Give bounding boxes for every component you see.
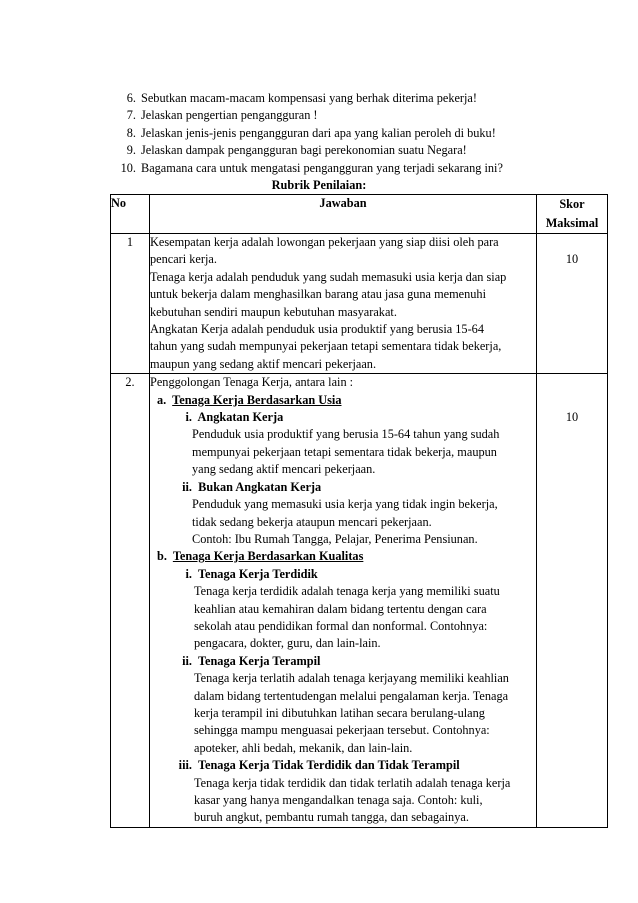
answer-cell [150, 374, 537, 828]
question-list [110, 90, 590, 177]
question-number: 9. [126, 143, 136, 158]
question-item [110, 160, 590, 177]
subsection-heading [150, 653, 536, 670]
subsection-title: Bukan Angkatan Kerja [198, 479, 322, 494]
section-marker: a. [157, 392, 167, 407]
answer-line: pengacara, dokter, guru, dan lain-lain. [194, 636, 381, 651]
question-item [110, 142, 590, 159]
subsection-marker: i. [185, 566, 192, 581]
answer-line: Penduduk usia produktif yang berusia 15-64 tahun yang sudah [192, 427, 500, 442]
subsection-marker: i. [185, 410, 192, 425]
subsection-heading [150, 757, 536, 774]
answer-line: kasar yang hanya mengandalkan tenaga saja. Contoh: kuli, [194, 793, 483, 807]
question-text: Jelaskan pengertian pengangguran ! [141, 108, 318, 123]
score-value: 10 [565, 252, 579, 266]
row-number: 1 [111, 234, 150, 374]
question-text: Jelaskan dampak pengangguran bagi perekonomian suatu Negara! [141, 143, 467, 158]
rubric-table [110, 194, 608, 828]
answer-line: Contoh: Ibu Rumah Tangga, Pelajar, Penerima Pensiunan. [192, 531, 478, 546]
table-row [111, 374, 608, 828]
section-title: Tenaga Kerja Berdasarkan Kualitas [172, 549, 364, 564]
header-skor-line2: Maksimal [545, 216, 599, 230]
subsection-title: Tenaga Kerja Tidak Terdidik dan Tidak Terampil [197, 758, 460, 773]
answer-line: buruh angkut, pembantu rumah tangga, dan sebagainya. [194, 810, 469, 825]
table-header-row [111, 195, 608, 234]
table-row [111, 234, 608, 374]
answer-line: apoteker, ahli bedah, mekanik, dan lain-lain. [194, 740, 413, 755]
answer-line: Angkatan Kerja adalah penduduk usia produktif yang berusia 15-64 [150, 322, 484, 337]
answer-line: untuk bekerja dalam menghasilkan barang atau jasa guna memenuhi [150, 287, 486, 302]
score-value: 10 [565, 410, 579, 425]
answer-line: keahlian atau kemahiran dalam bidang tertentu dengan cara [194, 601, 487, 616]
subsection-heading [150, 409, 536, 426]
rubric-title: Rubrik Penilaian: [271, 178, 367, 192]
answer-line: Tenaga kerja terdidik adalah tenaga kerja yang memiliki suatu [194, 584, 500, 599]
answer-cell [150, 234, 537, 374]
row-number: 2. [111, 374, 150, 828]
header-no: No [111, 195, 150, 234]
section-b-heading [150, 548, 536, 565]
section-marker: b. [157, 549, 167, 564]
answer-line: kebutuhan sendiri maupun kebutuhan masyarakat. [150, 304, 397, 319]
answer-line: tahun yang sudah mempunyai pekerjaan tetapi sementara tidak bekerja, [150, 339, 502, 354]
answer-line: Penduduk yang memasuki usia kerja yang tidak ingin bekerja, [192, 497, 498, 512]
answer-line: Kesempatan kerja adalah lowongan pekerjaan yang siap diisi oleh para [150, 235, 499, 249]
section-title: Tenaga Kerja Berdasarkan Usia [172, 392, 342, 407]
answer-line: kerja terampil ini dibutuhkan latihan secara berulang-ulang [194, 705, 485, 720]
subsection-marker: ii. [182, 479, 192, 494]
header-jawaban: Jawaban [150, 195, 537, 234]
answer-intro: Penggolongan Tenaga Kerja, antara lain : [150, 375, 354, 390]
question-number: 6. [126, 91, 136, 105]
answer-line: tidak sedang bekerja ataupun mencari pekerjaan. [192, 514, 432, 529]
question-item [110, 125, 590, 142]
header-skor [537, 195, 608, 234]
subsection-marker: iii. [178, 758, 192, 773]
answer-line: Tenaga kerja terlatih adalah tenaga kerjayang memiliki keahlian [194, 671, 509, 686]
score-cell [537, 374, 608, 828]
answer-line: sekolah atau pendidikan formal dan nonformal. Contohnya: [194, 618, 488, 633]
subsection-title: Angkatan Kerja [197, 410, 284, 425]
answer-line: pencari kerja. [150, 252, 217, 267]
answer-line: dalam bidang tertentudengan melalui pengalaman kerja. Tenaga [194, 688, 509, 703]
header-skor-line1: Skor [559, 197, 585, 211]
question-number: 10. [120, 160, 136, 175]
subsection-title: Tenaga Kerja Terdidik [197, 566, 318, 581]
section-a-heading [150, 392, 536, 409]
subsection-marker: ii. [182, 653, 192, 668]
question-item [110, 90, 590, 107]
answer-line: yang sedang aktif mencari pekerjaan. [192, 462, 376, 477]
answer-line: mempunyai pekerjaan tetapi sementara tidak bekerja, maupun [192, 444, 497, 459]
question-item [110, 107, 590, 124]
subsection-heading [150, 479, 536, 496]
answer-line: Tenaga kerja adalah penduduk yang sudah memasuki usia kerja dan siap [150, 269, 507, 284]
question-text: Bagamana cara untuk mengatasi pengangguran yang terjadi sekarang ini? [141, 160, 503, 175]
score-cell [537, 234, 608, 374]
answer-line: sehingga mampu menguasai pekerjaan tersebut. Contohnya: [194, 723, 490, 738]
question-number: 7. [126, 108, 136, 123]
subsection-heading [150, 566, 536, 583]
answer-line: maupun yang sedang aktif mencari pekerjaan. [150, 356, 377, 371]
answer-line: Tenaga kerja tidak terdidik dan tidak terlatih adalah tenaga kerja [194, 775, 511, 790]
question-text: Sebutkan macam-macam kompensasi yang berhak diterima pekerja! [141, 91, 477, 105]
question-text: Jelaskan jenis-jenis pengangguran dari apa yang kalian peroleh di buku! [141, 125, 496, 140]
question-number: 8. [126, 125, 136, 140]
subsection-title: Tenaga Kerja Terampil [197, 653, 321, 668]
